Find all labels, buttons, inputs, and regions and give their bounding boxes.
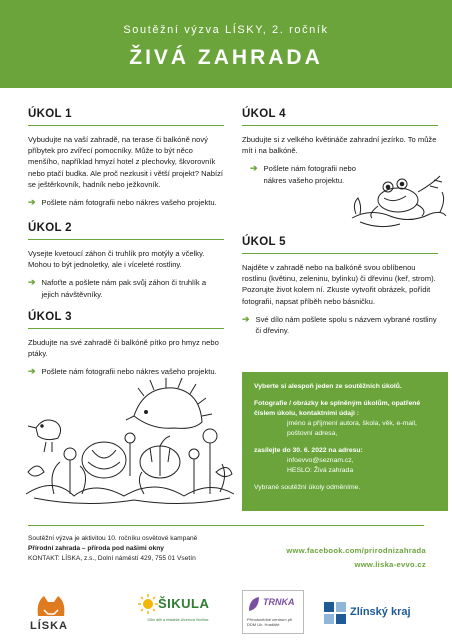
sikula-logo-subtitle: Dům dětí a mládeže Ulcerová Vrchlice [147, 618, 209, 622]
garden-illustration [24, 376, 236, 514]
task-action [242, 314, 438, 336]
task-text: Najděte v zahradě nebo na balkóně svou oblíbenou rostlinu (květinu, zeleninu, bylinku) či dřevinu (keř, strom). Pozorujte život kolem ní. Zkuste vytvořit obrázek, pořídit fotografii, napsat příběh nebo básničku. [242, 263, 436, 306]
trnka-logo-subtitle: Přírodovědné centrum při DDM Uh. Hradiště [247, 617, 293, 627]
task-action-text: Pošlete nám fotografii nebo nákres vašeho projektu. [41, 198, 217, 208]
task-2 [28, 222, 224, 300]
task-text: Vysejte kvetoucí záhon či truhlík pro motýly a včelky. Mohou to být jednoletky, ale i víceleté rostliny. [28, 249, 205, 270]
divider [28, 328, 224, 329]
liska-logo [24, 592, 78, 634]
divider [242, 253, 438, 254]
info-email: infoevvo@seznam.cz, [287, 457, 354, 464]
task-action-text: Pošlete nám fotografii nebo nákres vašeho projektu. [263, 164, 356, 185]
info-password: HESLO: Živá zahrada [287, 467, 354, 474]
task-action-text: Nafoťte a pošlete nám pak svůj záhon či truhlík a jejich návštěvníky. [41, 278, 207, 299]
arrow-right-icon: ➔ [28, 366, 36, 377]
frog-illustration [350, 170, 448, 232]
arrow-right-icon: ➔ [28, 197, 36, 208]
footer-contact: KONTAKT: LÍSKA, z.s., Dolní náměstí 429, 755 01 Vsetín [28, 555, 196, 562]
partner-logos [0, 588, 452, 636]
zlin-region-logo [324, 600, 434, 630]
task-heading: ÚKOL 3 [28, 311, 72, 323]
fox-icon [34, 592, 68, 618]
arrow-right-icon: ➔ [28, 277, 36, 288]
footer-line-2: Přírodní zahrada – příroda pod našimi okny [28, 545, 164, 552]
header-subtitle: Soutěžní výzva LÍSKY, 2. ročník [123, 24, 329, 36]
task-heading: ÚKOL 2 [28, 222, 72, 234]
task-action [250, 163, 360, 185]
info-line-4: zasílejte do 30. 6. 2022 na adresu: [254, 447, 363, 454]
task-action [28, 277, 224, 299]
task-text: Zbudujte na své zahradě či balkóně pítko pro hmyz nebo ptáky. [28, 338, 219, 359]
task-heading: ÚKOL 4 [242, 108, 286, 120]
trnka-logo [242, 590, 304, 634]
task-5 [242, 236, 438, 336]
website-link[interactable]: www.liska-evvo.cz [354, 560, 426, 569]
task-text: Vybudujte na vaší zahradě, na terase či balkóně nový příbytek pro zvířecí pomocníky. Může to být něco menšího, například hmyzí hotel z plechovky, škvorovník nebo ptačí budka. Ale proč nezkusit i větší projekt? Nabízí se ještěrkovník, hadník nebo ježkovník. [28, 135, 224, 189]
sikula-logo-text: ŠIKULA [158, 596, 210, 611]
task-action [28, 197, 224, 208]
footer-info [28, 534, 197, 564]
info-line-2: Fotografie / obrázky ke splněným úkolům, opatřené číslem úkolu, kontaktními údaji : [254, 400, 421, 417]
zlin-logo-text: Zlínský kraj [350, 606, 411, 618]
footer-links [286, 544, 426, 572]
divider [28, 125, 224, 126]
task-action-text: Pošlete nám fotografii nebo nákres vašeho projektu. [41, 367, 217, 377]
task-heading: ÚKOL 5 [242, 236, 286, 248]
leaf-icon [247, 595, 261, 613]
region-emblem-icon [324, 602, 346, 624]
liska-logo-text: LÍSKA [30, 620, 68, 632]
sun-icon [138, 594, 158, 614]
task-1 [28, 108, 224, 208]
trnka-logo-text: TRNKA [263, 597, 295, 607]
info-line-3: jméno a příjmení autora, škola, věk, e-mail, poštovní adresa, [287, 420, 417, 437]
info-line-1: Vyberte si alespoň jeden ze soutěžních úkolů. [254, 383, 402, 390]
footer-line-1: Soutěžní výzva je aktivitou 10. ročníku osvětové kampaně [28, 535, 198, 542]
task-heading: ÚKOL 1 [28, 108, 72, 120]
sikula-logo [134, 588, 220, 634]
divider [242, 125, 438, 126]
arrow-right-icon: ➔ [250, 163, 258, 174]
info-line-7: Vybrané soutěžní úkoly odměníme. [254, 484, 361, 491]
header-banner [0, 0, 452, 88]
arrow-right-icon: ➔ [242, 313, 250, 324]
divider [28, 239, 224, 240]
task-3 [28, 311, 224, 378]
info-box [242, 372, 448, 511]
task-action-text: Své dílo nám pošlete spolu s názvem vybrané rostliny či dřeviny. [255, 314, 437, 336]
facebook-link[interactable]: www.facebook.com/prirodnizahrada [286, 546, 426, 555]
page-title: ŽIVÁ ZAHRADA [129, 46, 323, 69]
footer-divider [28, 525, 424, 526]
task-text: Zbudujte si z velkého květináče zahradní jezírko. To může mít i na balkóně. [242, 135, 437, 156]
